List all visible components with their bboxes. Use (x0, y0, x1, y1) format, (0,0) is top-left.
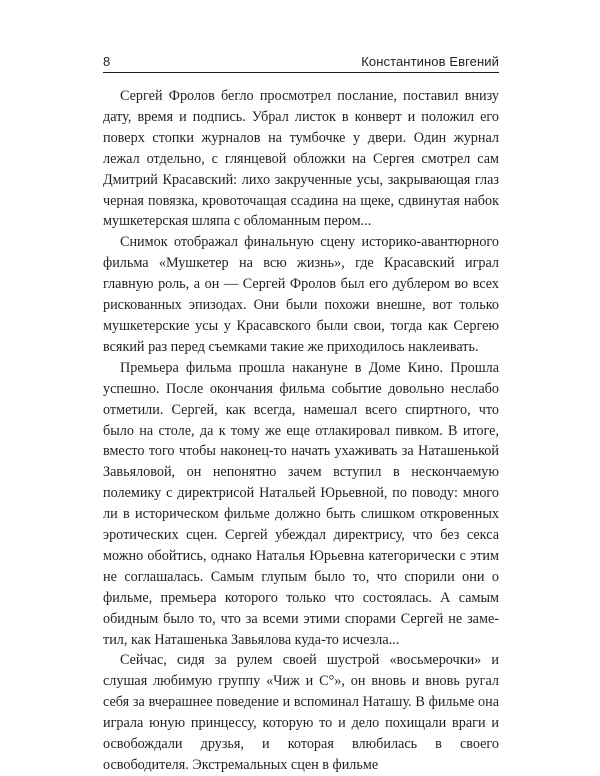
paragraph: Сейчас, сидя за рулем своей шустрой «восьмерочки» и слушая любимую группу «Чиж и С°», он вновь и вновь ругал себя за вчерашнее поведение и вспоминал Наташу. В фильме она играла юную принцессу, которую то и дело похищали враги и освобождали друзья, и которая влюбилась в своего освободителя. Экстремальных сцен в фильме (103, 652, 499, 773)
header-rule (103, 72, 499, 73)
running-header (103, 49, 499, 69)
paragraph: Сергей Фролов бегло просмотрел послание, поставил внизу дату, время и подпись. Убрал листок в конверт и положил его поверх стопки журналов на тумбочке у двери. Один журнал лежал отдельно, с глянцевой обложки на Сергея смотрел сам Дмитрий Красавский: лихо закрученные усы, закрывающая глаз черная повязка, кровоточащая ссадина на щеке, сдвинутая набок мушкетерская шляпа с обломанным пером... (103, 88, 499, 230)
page-number: 8 (103, 54, 111, 69)
paragraph: Премьера фильма прошла накануне в Доме Кино. Прошла успешно. После окончания фильма событие довольно неслабо отметили. Сергей, как всегда, намешал всего спиртного, что было на столе, да к тому же еще отлакировал пивком. В итоге, вместо того чтобы наконец-то начать ухаживать за Наташенькой Завьяловой, он непонятно зачем вступил в нескончаемую полемику с директрисой Натальей Юрьевной, по поводу: много ли в историческом фильме должно быть слишком откровенных эротических сцен. Сергей убеждал директрису, что без секса можно обойтись, однако Наталья Юрьевна категорически с этим не соглашалась. Самым глупым было то, что спорили они о фильме, премьера которого только что состоялась. А самым обидным было то, что за всеми этими спорами Сергей не заметил, как Наташенька Завьялова куда-то исчезла... (103, 359, 499, 648)
paragraph: Снимок отображал финальную сцену историко-авантюрного фильма «Мушкетер на всю жизнь», где Красавский играл главную роль, а он — Сергей Фролов был его дублером во всех рискованных эпизодах. Они были похожи внешне, вот только мушкетерские усы у Красавского были свои, тогда как Сергею всякий раз перед съемками такие же приходилось наклеивать. (103, 234, 499, 355)
body-text (103, 86, 499, 776)
running-head-author: Константинов Евгений (361, 54, 499, 69)
